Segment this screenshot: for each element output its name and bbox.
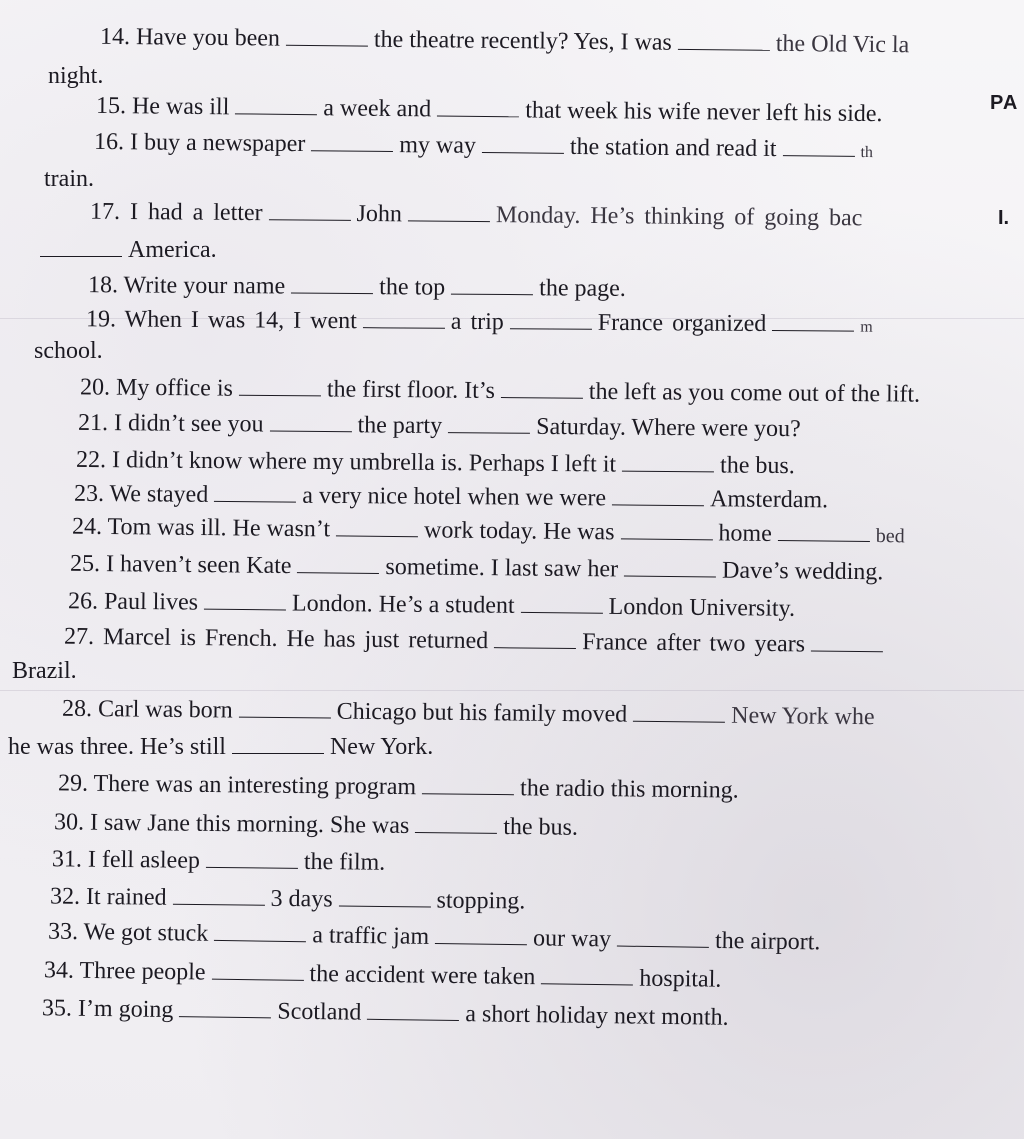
answer-blank[interactable]	[435, 923, 527, 945]
answer-blank[interactable]	[617, 926, 709, 948]
prompt-text: the accident were taken	[309, 960, 536, 991]
answer-blank[interactable]	[311, 130, 393, 152]
exercise-15	[96, 91, 883, 129]
answer-blank[interactable]	[336, 515, 418, 537]
prompt-text: 17. I had a letter	[89, 198, 263, 227]
prompt-text: the film.	[303, 848, 386, 876]
prompt-text: John	[356, 200, 403, 228]
prompt-text: 21. I didn’t see you	[77, 409, 264, 438]
answer-blank[interactable]	[521, 592, 603, 614]
prompt-text: 25. I haven’t seen Kate	[69, 550, 292, 580]
exercise-30	[54, 807, 578, 842]
answer-blank[interactable]	[211, 959, 303, 981]
prompt-text: America.	[128, 237, 217, 263]
prompt-text: 32. It rained	[49, 883, 167, 911]
exercise-31	[52, 844, 386, 877]
exercise-19	[86, 304, 873, 342]
exercise-22	[76, 445, 795, 481]
prompt-text: the Old Vic la	[775, 30, 910, 59]
prompt-text: the party	[357, 412, 443, 440]
prompt-text: Chicago but his family moved	[336, 698, 628, 728]
answer-blank[interactable]	[448, 412, 530, 434]
answer-blank[interactable]	[541, 963, 633, 985]
prompt-text: the theatre recently? Yes, I was	[373, 26, 672, 56]
exercise-14-continued: night.	[48, 63, 104, 89]
exercise-35	[42, 993, 729, 1033]
exercise-18	[88, 270, 626, 304]
answer-blank[interactable]	[206, 847, 298, 869]
prompt-text: 26. Paul lives	[67, 588, 199, 616]
answer-blank[interactable]	[782, 135, 854, 157]
prompt-text: a week and	[323, 95, 432, 123]
answer-blank[interactable]	[204, 589, 286, 611]
exercise-27	[64, 622, 889, 661]
prompt-text: 18. Write your name	[87, 272, 286, 300]
answer-blank[interactable]	[510, 308, 592, 330]
answer-blank[interactable]	[408, 200, 490, 222]
prompt-text: France organized	[597, 309, 767, 338]
prompt-text: my way	[399, 132, 477, 159]
answer-blank[interactable]	[811, 631, 883, 653]
exercise-28-continued	[8, 732, 433, 762]
exercise-25	[70, 549, 884, 588]
answer-blank[interactable]	[179, 996, 271, 1018]
answer-blank[interactable]	[451, 274, 533, 296]
exercise-17-continued	[40, 235, 217, 265]
answer-blank[interactable]	[622, 451, 714, 473]
exercise-34	[44, 955, 722, 994]
answer-blank[interactable]	[422, 773, 514, 795]
answer-blank[interactable]	[620, 518, 712, 540]
exercise-16	[94, 127, 873, 168]
prompt-text: 19. When I was 14, I went	[85, 306, 357, 335]
exercise-20	[80, 372, 920, 409]
answer-blank[interactable]	[494, 627, 576, 649]
answer-blank[interactable]	[239, 375, 321, 397]
exercise-19-continued: school.	[34, 338, 103, 364]
answer-blank[interactable]	[363, 307, 445, 329]
answer-blank[interactable]	[232, 733, 324, 754]
answer-blank[interactable]	[269, 411, 351, 433]
answer-blank[interactable]	[239, 697, 331, 719]
prompt-text: 14. Have you been	[99, 23, 281, 52]
prompt-text: Amsterdam.	[710, 486, 829, 514]
answer-blank[interactable]	[40, 236, 122, 257]
answer-blank[interactable]	[367, 999, 459, 1021]
prompt-text: the radio this morning.	[519, 775, 739, 804]
exercise-17	[90, 197, 863, 234]
prompt-text: sometime. I last saw her	[385, 554, 619, 583]
prompt-text: 27. Marcel is French. He has just returned	[63, 623, 489, 655]
prompt-text: 34. Three people	[43, 957, 206, 986]
prompt-text: stopping.	[436, 887, 526, 915]
prompt-text: 31. I fell asleep	[51, 846, 201, 874]
prompt-text: Scotland	[277, 998, 362, 1026]
exercise-21	[78, 408, 801, 444]
exercise-33	[48, 917, 821, 958]
prompt-text: France after two years	[582, 629, 806, 658]
prompt-text: the bus.	[720, 452, 795, 480]
prompt-text: that week his wife never left his side.	[525, 97, 883, 128]
answer-blank[interactable]	[235, 93, 317, 115]
exercise-23	[74, 479, 828, 516]
prompt-text: the airport.	[714, 927, 821, 956]
prompt-text: London. He’s a student	[291, 590, 515, 619]
prompt-text: 24. Tom was ill. He wasn’t	[71, 513, 331, 543]
exercise-32	[50, 882, 526, 917]
prompt-text: 35. I’m going	[41, 995, 174, 1024]
answer-blank[interactable]	[214, 481, 296, 503]
prompt-text: London University.	[608, 593, 796, 622]
prompt-text: a trip	[450, 308, 504, 336]
prompt-text: hospital.	[639, 965, 722, 993]
prompt-text: 28. Carl was born	[61, 695, 233, 724]
answer-blank[interactable]	[269, 199, 351, 221]
prompt-text: 16. I buy a newspaper	[93, 128, 306, 158]
answer-blank[interactable]	[173, 884, 265, 906]
prompt-text: 33. We got stuck	[47, 918, 209, 947]
prompt-text: the page.	[539, 275, 626, 302]
prompt-text: a traffic jam	[312, 922, 430, 950]
prompt-text: 15. He was ill	[95, 92, 230, 121]
exercise-29	[58, 768, 739, 805]
prompt-text: a short holiday next month.	[465, 1001, 729, 1031]
answer-blank[interactable]	[415, 812, 497, 834]
prompt-text: a very nice hotel when we were	[302, 482, 607, 512]
margin-mark-roman: I.	[998, 207, 1010, 229]
prompt-text: 20. My office is	[79, 374, 233, 402]
answer-blank[interactable]	[772, 310, 854, 332]
exercise-16-continued: train.	[44, 166, 94, 192]
answer-blank[interactable]	[297, 552, 379, 574]
exercise-26	[68, 586, 795, 624]
prompt-text: Dave’s wedding.	[721, 557, 884, 586]
prompt-text: bed	[875, 525, 905, 548]
answer-blank[interactable]	[437, 95, 519, 117]
prompt-text: work today. He was	[423, 517, 615, 546]
prompt-text: Monday. He’s thinking of going bac	[495, 202, 863, 232]
answer-blank[interactable]	[291, 273, 373, 295]
exercise-24	[72, 512, 905, 552]
exercise-28	[62, 694, 875, 733]
answer-blank[interactable]	[501, 377, 583, 399]
prompt-text: 22. I didn’t know where my umbrella is. Perhaps I left it	[75, 446, 617, 478]
prompt-text: the station and read it	[569, 133, 777, 163]
answer-blank[interactable]	[624, 556, 716, 578]
prompt-text: home	[718, 520, 772, 547]
prompt-text: Saturday. Where were you?	[536, 413, 801, 443]
prompt-text: 3 days	[270, 885, 333, 913]
prompt-text: the first floor. It’s	[326, 376, 495, 404]
prompt-text: New York.	[329, 734, 434, 760]
prompt-text: the bus.	[503, 813, 579, 841]
prompt-text: th	[860, 143, 874, 162]
prompt-text: m	[860, 318, 873, 336]
margin-mark-pa: PA	[990, 92, 1019, 114]
prompt-text: the top	[379, 274, 446, 301]
paper-fold-line	[0, 690, 1024, 691]
answer-blank[interactable]	[482, 132, 564, 154]
answer-blank[interactable]	[778, 520, 870, 542]
answer-blank[interactable]	[214, 920, 306, 942]
prompt-text: 30. I saw Jane this morning. She was	[53, 809, 410, 839]
prompt-text: the left as you come out of the lift.	[588, 378, 921, 408]
prompt-text: New York whe	[731, 702, 875, 731]
answer-blank[interactable]	[612, 484, 704, 506]
exercise-14	[100, 22, 910, 60]
prompt-text: our way	[532, 925, 612, 953]
prompt-text: he was three. He’s still	[8, 734, 226, 760]
exercise-27-continued: Brazil.	[12, 658, 77, 684]
answer-blank[interactable]	[286, 25, 368, 47]
answer-blank[interactable]	[633, 701, 725, 723]
answer-blank[interactable]	[339, 886, 431, 908]
answer-blank[interactable]	[678, 29, 770, 51]
prompt-text: 23. We stayed	[73, 480, 209, 508]
prompt-text: 29. There was an interesting program	[57, 770, 417, 801]
